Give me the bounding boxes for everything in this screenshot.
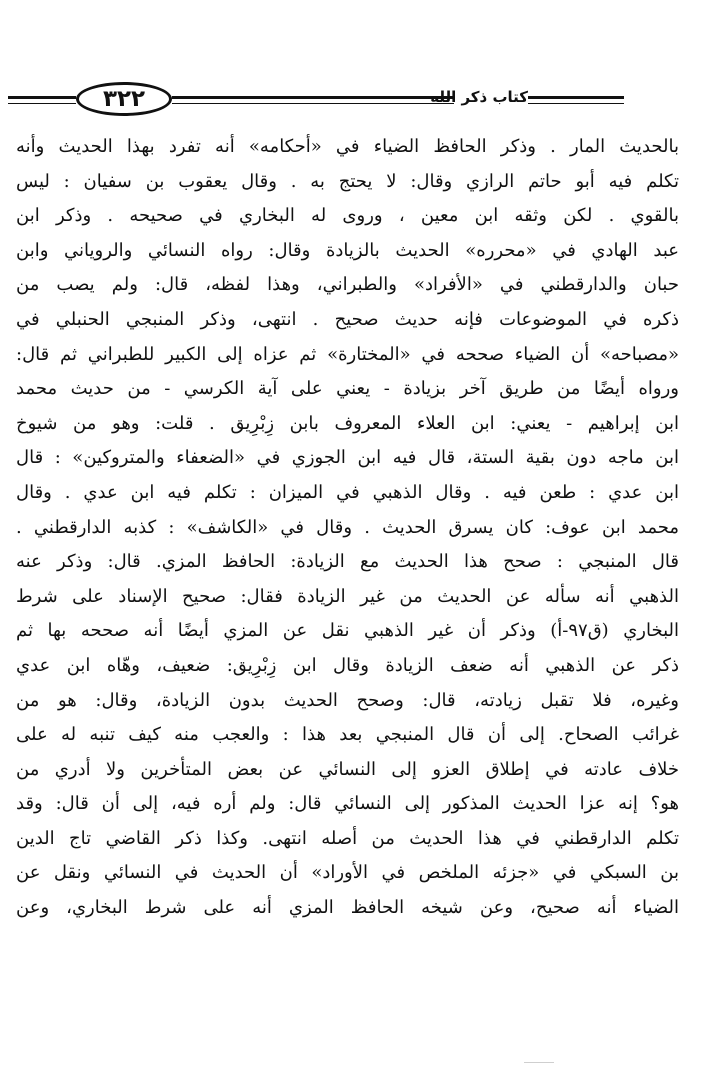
text-line: «مصباحه» أن الضياء صححه في «المختارة» ثم عزاه إلى الكبير للطبراني ثم قال: — [16, 343, 679, 365]
text-line: تكلم الدارقطني في هذا الحديث من أصله انتهى. وكذا ذكر القاضي تاج الدين — [16, 827, 679, 849]
text-line: وغيره، فلا تقبل زيادته، قال: وصحح الحديث بدون الزيادة، وقال: هو من — [16, 689, 679, 711]
running-title: كتاب ذكر الله — [430, 88, 528, 106]
text-line: الذهبي أنه سأله عن الحديث من غير الزيادة فقال: صحيح الإسناد على شرط — [16, 585, 679, 607]
text-line: البخاري (ق٩٧-أ) وذكر أن غير الذهبي نقل عن المزي أيضًا أنه صححه بها ثم — [16, 620, 679, 642]
text-line: قال المنبجي : صحح هذا الحديث مع الزيادة: الحافظ المزي. قال: وذكر عنه — [16, 551, 679, 573]
body-text — [16, 130, 679, 926]
text-line: حبان والدارقطني في «الأفراد» والطبراني، وهذا لفظه، قال: ولم يصب من — [16, 274, 679, 296]
text-line: الضياء أنه صحيح، وعن شيخه الحافظ المزي أنه على شرط البخاري، وعن — [16, 897, 679, 919]
header-rule — [172, 103, 454, 104]
text-line: عبد الهادي في «محرره» الحديث بالزيادة وقال: رواه النسائي والروياني وابن — [16, 239, 679, 261]
header-rule — [8, 103, 76, 104]
scan-mark — [524, 1048, 554, 1063]
text-line: ابن عدي : طعن فيه . وقال الذهبي في الميزان : تكلم فيه ابن عدي . وقال — [16, 481, 679, 503]
header-rule — [172, 96, 454, 99]
text-line: محمد ابن عوف: كان يسرق الحديث . وقال في «الكاشف» : كذبه الدارقطني . — [16, 516, 679, 538]
text-line: خلاف عادته في إطلاق العزو إلى النسائي عن بعض المتأخرين ولا أدري من — [16, 758, 679, 780]
text-line: هو؟ إنه عزا الحديث المذكور إلى النسائي قال: ولم أره فيه، إلى أن قال: وقد — [16, 793, 679, 815]
text-line: ذكره في الموضوعات فإنه حديث صحيح . انتهى، وذكر المنبجي الحنبلي في — [16, 308, 679, 330]
text-line: بن السبكي في «جزئه الملخص في الأوراد» أن الحديث في النسائي ونقل عن — [16, 862, 679, 884]
text-line: غرائب الصحاح. إلى أن قال المنبجي بعد هذا : والعجب منه كيف تنبه له على — [16, 724, 679, 746]
text-line: بالحديث المار . وذكر الحافظ الضياء في «أحكامه» أنه تفرد بهذا الحديث وأنه — [16, 136, 679, 157]
header-rule — [528, 96, 624, 99]
text-line: ابن إبراهيم - يعني: ابن العلاء المعروف بابن زِبْرِيق . قلت: وهو من شيوخ — [16, 412, 679, 434]
text-line: بالقوي . لكن وثقه ابن معين ، وروى له البخاري في صحيحه . وذكر ابن — [16, 205, 679, 227]
header-rule — [528, 103, 624, 104]
page-number: ٣٢٢ — [76, 82, 172, 116]
text-line: ورواه أيضًا من طريق آخر بزيادة - يعني على آية الكرسي - من حديث محمد — [16, 378, 679, 400]
text-line: تكلم فيه أبو حاتم الرازي وقال: لا يحتج به . وقال يعقوب بن سفيان : ليس — [16, 170, 679, 192]
header-rule — [8, 96, 76, 99]
text-line: ابن ماجه دون بقية الستة، قال فيه ابن الجوزي في «الضعفاء والمتروكين» : قال — [16, 447, 679, 469]
page-header — [0, 72, 703, 132]
text-line: ذكر عن الذهبي أنه ضعف الزيادة وقال ابن زِبْرِيق: ضعيف، وهّاه ابن عدي — [16, 654, 679, 676]
